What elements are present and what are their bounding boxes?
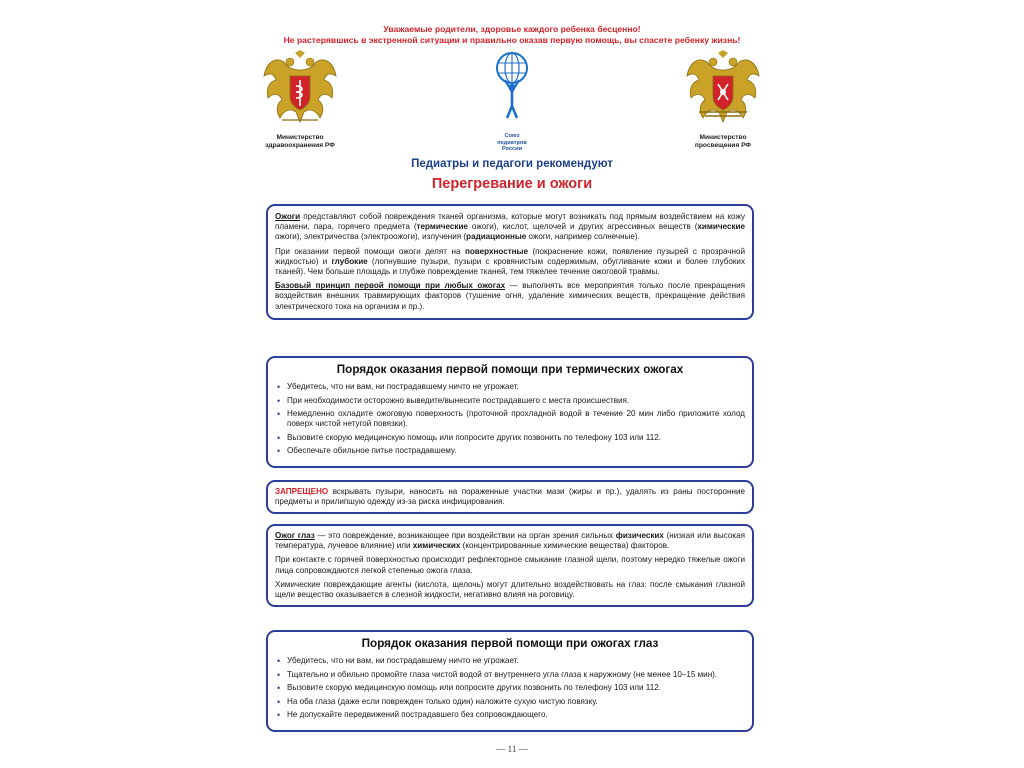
text-span: — это повреждение, возникающее при воздействии на орган зрения сильных [314, 531, 616, 540]
header-line-2: Не растерявшись в экстренной ситуации и правильно оказав первую помощь, вы спасете ребенку жизнь! [283, 35, 741, 45]
text-span: (покраснение кожи, появление пузырей с прозрачной жидкостью) и [275, 246, 745, 266]
eye-burns-definition-box [266, 524, 754, 607]
center-logo-caption [482, 133, 542, 153]
term-deep: глубокие [331, 256, 368, 266]
eye-first-aid-title: Порядок оказания первой помощи при ожогах глаз [361, 637, 659, 650]
term-basic-principle: Базовый принцип первой помощи при любых ожогах [275, 281, 506, 291]
thermal-first-aid-title: Порядок оказания первой помощи при термических ожогах [336, 363, 684, 376]
list-item: • Убедитесь, что ни вам, ни пострадавшему ничто не угрожает. [275, 382, 745, 392]
left-logo-caption [255, 134, 345, 150]
left-caption-line-1: Министерство [276, 134, 324, 141]
right-caption-line-2: просвещения РФ [694, 142, 752, 149]
russian-eagle-emblem-icon [262, 50, 338, 128]
text-span: При оказании первой помощи ожоги делят на [275, 246, 465, 256]
ministry-education-emblem [678, 50, 768, 150]
forbidden-label: ЗАПРЕЩЕНО [275, 487, 329, 496]
page-number: — 11 — [496, 744, 528, 754]
page-title: Перегревание и ожоги [431, 176, 593, 192]
term-chemical: химических [412, 541, 461, 551]
text-span: (концентрированные химические вещества) факторов. [460, 541, 670, 551]
center-caption-line-1: Союз [504, 133, 520, 139]
text-span: ожоги), электричества (электроожоги), излучения ( [275, 232, 467, 242]
term-radiation: радиационные [466, 232, 527, 242]
russian-eagle-emblem-icon [685, 50, 761, 128]
text-span: (низкая или высокая температура, лучевое влияние) или [275, 531, 745, 551]
text-span: ожоги), кислот, щелочей и других агрессивных веществ ( [467, 222, 698, 232]
thermal-first-aid-box [266, 356, 754, 468]
center-caption-line-3: России [501, 146, 523, 153]
term-thermal: термические [416, 222, 468, 232]
list-item: • Немедленно охладите ожоговую поверхность (проточной прохладной водой в течение 20 мин либо приложите холод поверх чистой нетугой повязки). [275, 409, 745, 429]
list-item: • Убедитесь, что ни вам, ни пострадавшему ничто не угрожает. [275, 656, 745, 666]
text-span: вскрывать пузыри, наносить на пораженные участки мази (жиры и пр.), удалять из раны посторонние предметы и прилипшую одежду из-за риска инфицирования. [275, 487, 745, 507]
center-caption-line-2: педиатров [497, 139, 527, 146]
ministry-health-emblem [255, 50, 345, 150]
list-item: • Не допускайте передвижений пострадавшего без сопровождающего. [275, 710, 745, 720]
basic-principle-paragraph [275, 281, 745, 312]
eye-first-aid-box [266, 630, 754, 732]
eye-burn-definition-paragraph [275, 531, 745, 551]
list-item: • Тщательно и обильно промойте глаза чистой водой от внутреннего угла глаза к наружному (не менее 10–15 мин). [275, 670, 745, 680]
term-chemical: химические [697, 222, 745, 232]
burns-definition-box [266, 204, 754, 320]
header-appeal [0, 24, 1024, 46]
right-caption-line-1: Министерство [699, 134, 747, 141]
term-surface: поверхностные [464, 246, 528, 256]
list-item: • Вызовите скорую медицинскую помощь или попросите других позвонить по телефону 103 или 112. [275, 683, 745, 693]
right-logo-caption [678, 134, 768, 150]
list-item: • При необходимости осторожно выведите/вынесите пострадавшего с места происшествия. [275, 396, 745, 406]
header-line-1: Уважаемые родители, здоровье каждого ребенка бесценно! [383, 24, 641, 34]
term-burns: Ожоги [275, 212, 301, 221]
text-span: ожоги, например солнечные). [526, 232, 640, 242]
list-item: • Вызовите скорую медицинскую помощь или попросите других позвонить по телефону 103 или 112. [275, 433, 745, 443]
pediatricians-union-logo [482, 50, 542, 153]
forbidden-paragraph [275, 487, 745, 507]
burns-definition-paragraph [275, 212, 745, 243]
pediatrician-union-globe-logo-icon [490, 50, 534, 126]
text-span: (лопнувшие пузыри, пузыри с кровянистым содержимым, обугливание кожи и более глубоких тканей). Чем больше площадь и глубже повреждение тканей, тем тяжелее течение ожоговой травмы. [275, 256, 745, 277]
eye-steps-list [275, 656, 745, 720]
term-physical: физических [615, 531, 664, 540]
left-caption-line-2: здравоохранения РФ [265, 142, 335, 149]
text-span: — выполнять все мероприятия только после прекращения воздействия внешних травмирующих факторов (тушение огня, удаление химических веществ, прекращение действия электрического тока на организм и пр.). [275, 281, 745, 311]
text-span: представляют собой повреждения тканей организма, которые могут возникать под прямым воздействием на кожу пламени, пара, горячего предмета ( [275, 212, 745, 232]
subtitle: Педиатры и педагоги рекомендуют [411, 158, 613, 170]
forbidden-warning-box [266, 480, 754, 514]
thermal-steps-list [275, 382, 745, 456]
list-item: • Обеспечьте обильное питье пострадавшему. [275, 446, 745, 456]
list-item: • На оба глаза (даже если поврежден только один) наложите сухую чистую повязку. [275, 697, 745, 707]
burn-types-paragraph [275, 247, 745, 278]
eye-burn-chemical-paragraph: Химические повреждающие агенты (кислота, щелочь) могут длительно воздействовать на глаз: после смыкания глазной щели вещество оказывается в слезной жидкости, негативно влияя на роговицу. [275, 579, 745, 600]
term-eye-burn: Ожог глаз [275, 531, 315, 540]
eye-burn-reflex-paragraph: При контакте с горячей поверхностью происходит рефлекторное смыкание глазной щели, поэтому нередко тяжелые ожоги лица сопровождаются легкой степенью ожога глаза. [275, 555, 745, 575]
